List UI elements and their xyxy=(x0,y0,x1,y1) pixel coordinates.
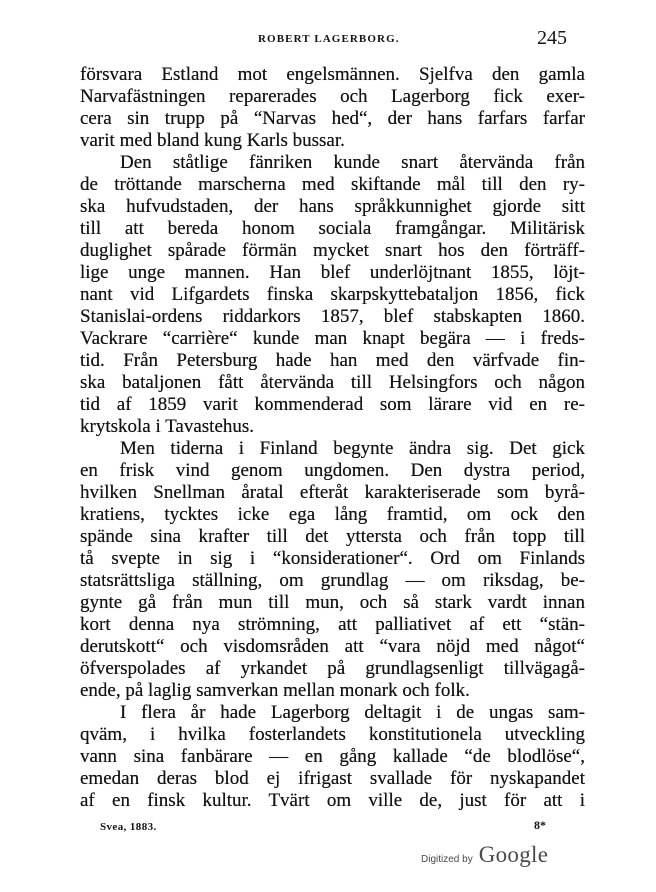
text-line: Stanislai-ordens riddarkors 1857, blef stabskapten 1860. xyxy=(80,306,585,327)
digitization-watermark xyxy=(421,842,548,872)
running-title: ROBERT LAGERBORG. xyxy=(258,33,400,45)
paragraph xyxy=(80,152,585,438)
text-line: kratiens, tycktes icke ega lång framtid, om ock den xyxy=(80,504,585,525)
text-line: lige unge mannen. Han blef underlöjtnant 1855, löjt- xyxy=(80,262,585,283)
paragraph xyxy=(80,64,585,152)
text-line: Narvafästningen reparerades och Lagerborg fick exer- xyxy=(80,86,585,107)
text-line: cera sin trupp på “Narvas hed“, der hans farfars farfar xyxy=(80,108,585,129)
text-line: tid. Från Petersburg hade han med den värfvade fin- xyxy=(80,350,585,371)
text-line: duglighet spårade förmän mycket snart hos den förträff- xyxy=(80,240,585,261)
text-line: försvara Estland mot engelsmännen. Sjelfva den gamla xyxy=(80,64,585,85)
body-text xyxy=(80,64,585,812)
text-line: öfverspolades af yrkandet på grundlagsenligt tillvägagå- xyxy=(80,658,585,679)
text-line: Vackrare “carrière“ kunde man knapt begära — i freds- xyxy=(80,328,585,349)
text-line: qväm, i hvilka fosterlandets konstitutionela utveckling xyxy=(80,724,585,745)
text-line: till att bereda honom sociala framgångar. Militärisk xyxy=(80,218,585,239)
text-line: spände sina krafter till det yttersta och från topp till xyxy=(80,526,585,547)
text-line: ska hufvudstaden, der hans språkkunnighet gjorde sitt xyxy=(80,196,585,217)
text-line: gynte gå från mun till mun, och så stark vardt innan xyxy=(80,592,585,613)
text-line: vann sina fanbärare — en gång kallade “de blodlöse“, xyxy=(80,746,585,767)
paragraph xyxy=(80,702,585,812)
text-line: tå svepte in sig i “konsiderationer“. Ord om Finlands xyxy=(80,548,585,569)
text-line: nant vid Lifgardets finska skarpskyttebataljon 1856, fick xyxy=(80,284,585,305)
paragraph xyxy=(80,438,585,702)
text-line: hvilken Snellman åratal efteråt karakteriserade som byrå- xyxy=(80,482,585,503)
watermark-prefix: Digitized by xyxy=(421,854,473,865)
text-line: de tröttande marscherna med skiftande mål till den ry- xyxy=(80,174,585,195)
text-line: af en finsk kultur. Tvärt om ville de, just för att i xyxy=(80,790,585,811)
text-line: I flera år hade Lagerborg deltagit i de ungas sam- xyxy=(120,702,585,723)
watermark-brand: Google xyxy=(478,842,549,867)
text-line: statsrättsliga ställning, om grundlag — om riksdag, be- xyxy=(80,570,585,591)
footer-signature: Svea, 1883. xyxy=(100,821,157,833)
text-line: en frisk vind genom ungdomen. Den dystra period, xyxy=(80,460,585,481)
text-line: tid af 1859 varit kommenderad som lärare vid en re- xyxy=(80,394,585,415)
text-line: kort denna nya strömning, att palliativet af ett “stän- xyxy=(80,614,585,635)
page-number: 245 xyxy=(537,27,567,49)
text-line: Den ståtlige fänriken kunde snart återvända från xyxy=(120,152,585,173)
text-line: krytskola i Tavastehus. xyxy=(80,416,255,437)
text-line: emedan deras blod ej ifrigast svallade för nyskapandet xyxy=(80,768,585,789)
text-line: derutskott“ och visdomsråden att “vara nöjd med något“ xyxy=(80,636,585,657)
text-line: ska bataljonen fått återvända till Helsingfors och någon xyxy=(80,372,585,393)
footer-signature-mark: 8* xyxy=(534,818,546,832)
text-line: ende, på laglig samverkan mellan monark och folk. xyxy=(80,680,470,701)
text-line: Men tiderna i Finland begynte ändra sig. Det gick xyxy=(120,438,585,459)
text-line: varit med bland kung Karls bussar. xyxy=(80,130,345,151)
